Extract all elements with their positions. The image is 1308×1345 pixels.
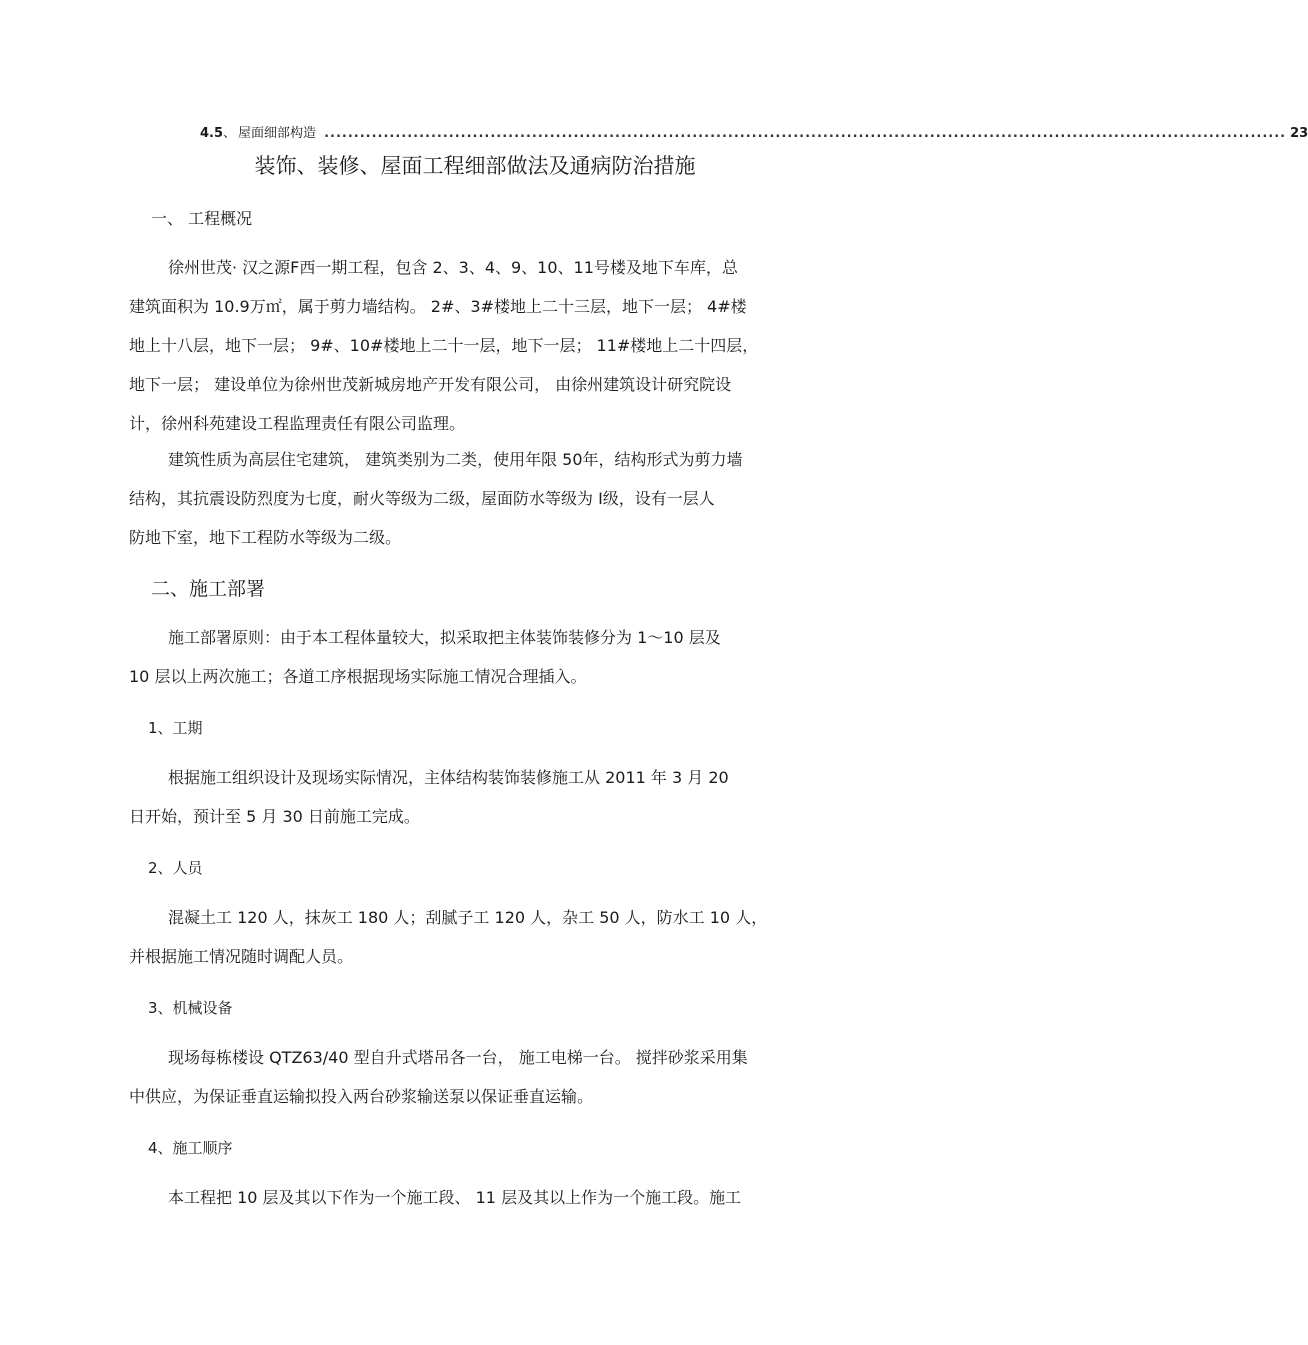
paragraph-sequence	[129, 1178, 831, 1217]
toc-entry-separator: 、	[223, 126, 237, 141]
text-line: 地下一层； 建设单位为徐州世茂新城房地产开发有限公司， 由徐州建筑设计研究院设	[129, 375, 732, 394]
text-line: 日开始，预计至 5 月 30 日前施工完成。	[129, 807, 420, 826]
text-line: 本工程把 10 层及其以下作为一个施工段、 11 层及其以上作为一个施工段。施工	[168, 1188, 742, 1207]
subheading-schedule: 1、工期	[148, 719, 203, 737]
subheading-sequence: 4、施工顺序	[148, 1139, 233, 1157]
text-line: 建筑面积为 10.9万㎡，属于剪力墙结构。 2#、3#楼地上二十三层，地下一层； 4#楼	[129, 297, 747, 316]
section-heading-overview: 一、 工程概况	[151, 209, 253, 228]
toc-entry-title: 屋面细部构造	[238, 126, 317, 141]
toc-entry[interactable]	[200, 122, 1308, 142]
text-line: 计，徐州科苑建设工程监理责任有限公司监理。	[129, 414, 466, 433]
paragraph-schedule	[129, 758, 831, 836]
text-line: 并根据施工情况随时调配人员。	[129, 947, 354, 966]
document-title: 装饰、装修、屋面工程细部做法及通病防治措施	[254, 154, 696, 178]
text-line: 现场每栋楼设 QTZ63/40 型自升式塔吊各一台， 施工电梯一台。 搅拌砂浆采用集	[168, 1048, 748, 1067]
toc-leader-dots: ..................................................................................................................................................................	[324, 126, 1287, 141]
toc-entry-number: 4.5	[200, 126, 224, 141]
text-line: 中供应，为保证垂直运输拟投入两台砂浆输送泵以保证垂直运输。	[129, 1087, 594, 1106]
subheading-equipment: 3、机械设备	[148, 999, 233, 1017]
text-line: 10 层以上两次施工；各道工序根据现场实际施工情况合理插入。	[129, 667, 587, 686]
text-line: 徐州世茂· 汉之源F西一期工程，包含 2、3、4、9、10、11号楼及地下车库，总	[168, 258, 738, 277]
section-heading-deployment: 二、施工部署	[151, 578, 266, 600]
text-line: 建筑性质为高层住宅建筑， 建筑类别为二类，使用年限 50年，结构形式为剪力墙	[168, 450, 743, 469]
text-line: 防地下室，地下工程防水等级为二级。	[129, 528, 402, 547]
paragraph-equipment	[129, 1038, 831, 1116]
text-line: 结构，其抗震设防烈度为七度，耐火等级为二级，屋面防水等级为 Ⅰ级，设有一层人	[129, 489, 715, 508]
subheading-personnel: 2、人员	[148, 859, 203, 877]
paragraph-personnel	[129, 898, 831, 976]
text-line: 施工部署原则：由于本工程体量较大，拟采取把主体装饰装修分为 1～10 层及	[168, 628, 721, 647]
paragraph-overview-2	[129, 440, 831, 557]
paragraph-overview-1	[129, 248, 831, 443]
toc-entry-page: 23	[1290, 126, 1308, 141]
text-line: 根据施工组织设计及现场实际情况，主体结构装饰装修施工从 2011 年 3 月 20	[168, 768, 729, 787]
text-line: 地上十八层，地下一层； 9#、10#楼地上二十一层，地下一层； 11#楼地上二十四层，	[129, 336, 759, 355]
text-line: 混凝土工 120 人，抹灰工 180 人；刮腻子工 120 人，杂工 50 人，防水工 10 人，	[168, 908, 768, 927]
paragraph-deployment	[129, 618, 831, 696]
